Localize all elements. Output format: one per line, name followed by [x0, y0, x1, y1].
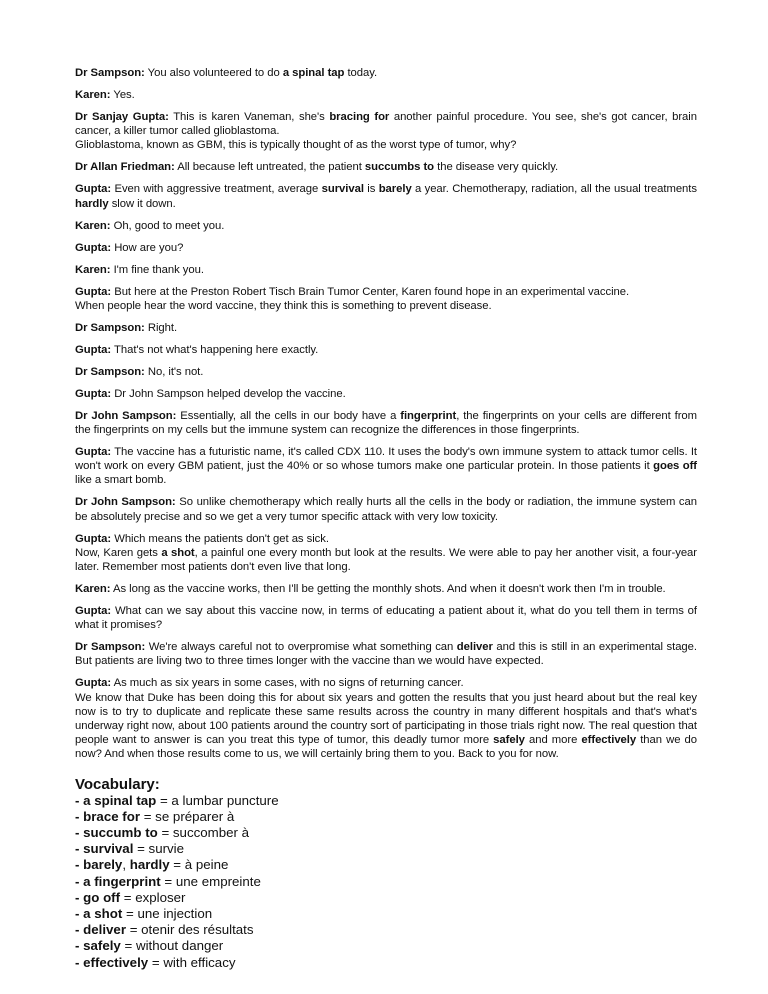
dialogue-text: Essentially, all the cells in our body have a [180, 409, 401, 422]
dialogue-line [75, 676, 697, 690]
dialogue-text: Which means the patients don't get as sick. [114, 532, 329, 545]
dialogue-text: I'm fine thank you. [113, 263, 204, 276]
dialogue-paragraph [75, 604, 697, 632]
dialogue-line [75, 691, 697, 762]
dialogue-text: Dr John Sampson helped develop the vaccine. [114, 387, 346, 400]
speaker-name: Gupta: [75, 446, 112, 459]
dialogue-text: , a painful one every month but look at the results. We were able to pay her another visit, a four-year later. Remember most patients don't even live that long. [75, 546, 697, 574]
vocabulary-definition: = otenir des résultats [126, 922, 254, 938]
vocabulary-definition: = a lumbar puncture [156, 792, 279, 808]
speaker-name: Dr Sampson: [75, 67, 145, 79]
list-bullet: - [75, 873, 84, 889]
speaker-name: Dr John Sampson: [75, 496, 176, 509]
dialogue-text: You also volunteered to do [147, 67, 283, 79]
vocabulary-keyword: safely [493, 734, 525, 747]
vocabulary-definition: = à peine [169, 857, 229, 873]
dialogue-text: Glioblastoma, known as GBM, this is typically thought of as the worst type of tumor, why? [75, 139, 517, 152]
dialogue-paragraph [75, 110, 697, 153]
speaker-name: Gupta: [75, 241, 112, 254]
list-bullet: - [75, 906, 84, 922]
dialogue-line [75, 138, 697, 152]
dialogue-line [75, 387, 697, 401]
vocabulary-keyword: succumbs to [364, 161, 435, 174]
dialogue-line [75, 219, 697, 233]
dialogue-text: Yes. [113, 89, 135, 101]
vocabulary-term: go off [83, 889, 121, 905]
dialogue-paragraph [75, 582, 697, 596]
list-bullet: - [75, 792, 84, 808]
vocabulary-item [75, 809, 697, 825]
vocabulary-term: survival [83, 841, 134, 857]
dialogue-paragraph [75, 160, 697, 174]
speaker-name: Gupta: [75, 532, 112, 545]
list-bullet: - [75, 954, 84, 970]
dialogue-paragraph [75, 532, 697, 575]
speaker-name: Karen: [75, 263, 111, 276]
vocabulary-definition: = se préparer à [140, 808, 235, 824]
vocabulary-term: barely [83, 857, 123, 873]
term-separator: , [122, 857, 130, 873]
document-page [75, 66, 697, 971]
dialogue-paragraph [75, 182, 697, 210]
vocabulary-definition: = exploser [120, 889, 186, 905]
speaker-name: Gupta: [75, 183, 112, 196]
dialogue-text: When people hear the word vaccine, they think this is something to prevent disease. [75, 299, 492, 312]
vocabulary-keyword: bracing for [329, 111, 390, 123]
vocabulary-item [75, 793, 697, 809]
vocabulary-item [75, 825, 697, 841]
speaker-name: Dr John Sampson: [75, 409, 177, 422]
dialogue-text: slow it down. [108, 197, 176, 210]
vocabulary-keyword: a spinal tap [282, 67, 345, 79]
vocabulary-keyword: hardly [75, 197, 109, 210]
dialogue-paragraph [75, 640, 697, 668]
speaker-name: Gupta: [75, 677, 112, 690]
speaker-name: Dr Sampson: [75, 365, 145, 378]
dialogue-line [75, 365, 697, 379]
dialogue-text: So unlike chemotherapy which really hurts all the cells in the body or radiation, the immune system can be absolutely precise and so we get a very tumor specific attack with very low toxicity. [75, 496, 697, 523]
dialogue-line [75, 409, 697, 437]
vocabulary-term: a shot [83, 906, 123, 922]
speaker-name: Gupta: [75, 285, 112, 298]
vocabulary-title: Vocabulary: [75, 775, 160, 793]
dialogue-text: We know that Duke has been doing this for about six years and gotten the results that you just heard about but the real key now is to try to duplicate and replicate these same results across the country in many different hospitals and that's what's underway right now, about 100 patients around the country sort of participating in those trials right now. The real question that people want to answer is can you treat this type of tumor, this deadly tumor more [75, 691, 697, 747]
vocabulary-keyword: goes off [653, 460, 697, 473]
speaker-name: Karen: [75, 219, 111, 232]
vocabulary-definition: = with efficacy [148, 954, 236, 970]
speaker-name: Gupta: [75, 387, 112, 400]
vocabulary-term: deliver [83, 922, 126, 938]
vocabulary-keyword: effectively [581, 734, 637, 747]
speaker-name: Karen: [75, 89, 111, 101]
vocabulary-term: brace for [83, 808, 141, 824]
vocabulary-keyword: barely [378, 183, 412, 196]
speaker-name: Dr Sanjay Gupta: [75, 111, 169, 123]
list-bullet: - [75, 808, 84, 824]
dialogue-paragraph [75, 445, 697, 488]
dialogue-text: and this is still in an experimental stage. But patients are living two to three times longer with the vaccine than we would have expected. [75, 641, 697, 668]
dialogue-text: the disease very quickly. [434, 161, 559, 174]
speaker-name: Dr Sampson: [75, 321, 145, 334]
list-bullet: - [75, 922, 84, 938]
dialogue-line [75, 582, 697, 596]
dialogue-line [75, 88, 697, 102]
dialogue-line [75, 182, 697, 210]
dialogue-line [75, 604, 697, 632]
list-bullet: - [75, 857, 84, 873]
dialogue-paragraph [75, 66, 697, 80]
dialogue-line [75, 546, 697, 574]
vocabulary-term: a spinal tap [83, 792, 157, 808]
dialogue-text: is [363, 183, 379, 196]
dialogue-paragraph [75, 321, 697, 335]
dialogue-line [75, 495, 697, 523]
dialogue-paragraph [75, 88, 697, 102]
speaker-name: Dr Sampson: [75, 641, 146, 654]
dialogue-line [75, 321, 697, 335]
vocabulary-definition: = survie [133, 841, 185, 857]
dialogue-text: No, it's not. [147, 365, 204, 378]
transcript [75, 66, 697, 762]
dialogue-text: All because left untreated, the patient [177, 161, 365, 174]
vocabulary-section [75, 776, 697, 971]
dialogue-text: Oh, good to meet you. [113, 219, 225, 232]
vocabulary-item [75, 857, 697, 873]
dialogue-text: We're always careful not to overpromise what something can [148, 641, 457, 654]
dialogue-text: As long as the vaccine works, then I'll be getting the monthly shots. And when it doesn't work then I'm in trouble. [112, 583, 666, 596]
vocabulary-list [75, 793, 697, 971]
dialogue-paragraph [75, 365, 697, 379]
dialogue-paragraph [75, 219, 697, 233]
list-bullet: - [75, 889, 84, 905]
dialogue-paragraph [75, 495, 697, 523]
dialogue-paragraph [75, 241, 697, 255]
dialogue-text: another painful procedure. You see, she's got cancer, brain cancer, a killer tumor called glioblastoma. [75, 111, 697, 138]
dialogue-text: a year. Chemotherapy, radiation, all the usual treatments [411, 183, 697, 196]
list-bullet: - [75, 938, 84, 954]
dialogue-text: than we do now? And when those results come to us, we will certainly bring them to you. Back to you for now. [75, 734, 697, 761]
dialogue-text: As much as six years in some cases, with no signs of returning cancer. [113, 677, 464, 690]
dialogue-text: like a smart bomb. [75, 474, 167, 487]
dialogue-text: , the fingerprints on your cells are different from the fingerprints on my cells but the immune system can recognize the differences in those fingerprints. [75, 409, 697, 437]
vocabulary-term: a fingerprint [83, 873, 161, 889]
vocabulary-item [75, 890, 697, 906]
dialogue-line [75, 285, 697, 299]
dialogue-line [75, 66, 697, 80]
vocabulary-item [75, 874, 697, 890]
dialogue-paragraph [75, 343, 697, 357]
vocabulary-definition: = une injection [122, 906, 213, 922]
vocabulary-keyword: fingerprint [400, 409, 457, 422]
dialogue-text: Right. [147, 321, 178, 334]
dialogue-line [75, 445, 697, 488]
vocabulary-keyword: survival [321, 183, 364, 196]
dialogue-line [75, 110, 697, 138]
dialogue-paragraph [75, 263, 697, 277]
speaker-name: Gupta: [75, 605, 112, 618]
dialogue-line [75, 640, 697, 668]
dialogue-text: How are you? [114, 241, 184, 254]
dialogue-paragraph [75, 387, 697, 401]
speaker-name: Gupta: [75, 343, 112, 356]
dialogue-text: The vaccine has a futuristic name, it's called CDX 110. It uses the body's own immune system to attack tumor cells. It won't work on every GBM patient, just the 40% or so whose tumors make one particular protein. In those patients it [75, 446, 697, 473]
vocabulary-definition: = succomber à [157, 825, 250, 841]
dialogue-text: That's not what's happening here exactly. [114, 343, 319, 356]
vocabulary-item [75, 955, 697, 971]
vocabulary-term: safely [83, 938, 121, 954]
dialogue-text: What can we say about this vaccine now, in terms of educating a patient about it, what do you tell them in terms of what it promises? [75, 605, 698, 632]
dialogue-line [75, 241, 697, 255]
dialogue-line [75, 263, 697, 277]
vocabulary-definition: = une empreinte [160, 873, 261, 889]
dialogue-line [75, 299, 697, 313]
dialogue-paragraph [75, 285, 697, 313]
dialogue-paragraph [75, 409, 697, 437]
list-bullet: - [75, 841, 84, 857]
dialogue-text: But here at the Preston Robert Tisch Brain Tumor Center, Karen found hope in an experimental vaccine. [114, 285, 630, 298]
dialogue-text: today. [344, 67, 378, 79]
dialogue-text: Even with aggressive treatment, average [114, 183, 322, 196]
vocabulary-definition: = without danger [120, 938, 224, 954]
vocabulary-item [75, 922, 697, 938]
vocabulary-term: hardly [129, 857, 170, 873]
vocabulary-keyword: a shot [161, 546, 195, 559]
dialogue-text: Now, Karen gets [75, 546, 162, 559]
speaker-name: Karen: [75, 583, 111, 596]
speaker-name: Dr Allan Friedman: [75, 161, 175, 174]
vocabulary-term: effectively [83, 954, 149, 970]
dialogue-line [75, 160, 697, 174]
dialogue-line [75, 532, 697, 546]
dialogue-line [75, 343, 697, 357]
dialogue-text: This is karen Vaneman, she's [173, 111, 330, 123]
vocabulary-keyword: deliver [456, 641, 493, 654]
dialogue-paragraph [75, 676, 697, 761]
vocabulary-item [75, 906, 697, 922]
list-bullet: - [75, 825, 84, 841]
vocabulary-term: succumb to [83, 825, 158, 841]
dialogue-text: and more [524, 734, 582, 747]
vocabulary-item [75, 841, 697, 857]
vocabulary-item [75, 938, 697, 954]
